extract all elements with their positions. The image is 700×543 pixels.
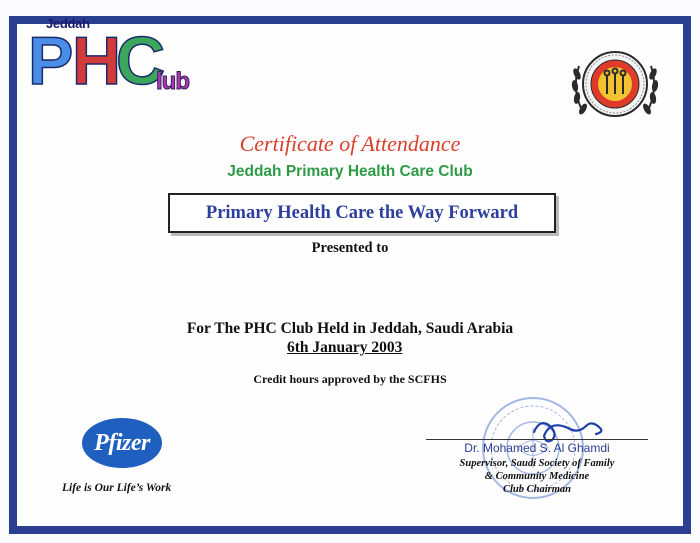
- event-description: For The PHC Club Held in Jeddah, Saudi Arabia: [186, 320, 514, 337]
- signature-line: [426, 439, 648, 440]
- pfizer-wordmark: Pfizer: [94, 429, 150, 456]
- signatory-title-line-2: & Community Medicine: [484, 471, 590, 482]
- credit-note: Credit hours approved by the SCFHS: [253, 372, 447, 386]
- certificate-title: Certificate of Attendance: [239, 131, 461, 156]
- logo-letter-p: P: [28, 23, 70, 99]
- society-seal-icon: [565, 34, 665, 134]
- signatory-name: Dr. Mohamed S. Al Ghamdi: [464, 441, 610, 455]
- presented-to-label: Presented to: [311, 240, 389, 256]
- phc-club-logo: [24, 16, 194, 106]
- signatory-title-line-3: Club Chairman: [503, 484, 571, 495]
- logo-suffix: lub: [156, 68, 189, 95]
- logo-city: Jeddah: [46, 16, 90, 31]
- pfizer-oval: [82, 418, 162, 468]
- logo-letter-c: C: [116, 23, 162, 99]
- pfizer-logo: [82, 418, 166, 472]
- organization-name: Jeddah Primary Health Care Club: [227, 163, 473, 180]
- topic-title: Primary Health Care the Way Forward: [168, 193, 556, 233]
- event-date: 6th January 2003: [287, 339, 403, 356]
- sponsor-tagline: Life is Our Life’s Work: [62, 482, 172, 494]
- logo-letter-h: H: [72, 23, 118, 99]
- signatory-title: [426, 457, 648, 496]
- signatory-title-line-1: Supervisor, Saudi Society of Family: [459, 458, 615, 469]
